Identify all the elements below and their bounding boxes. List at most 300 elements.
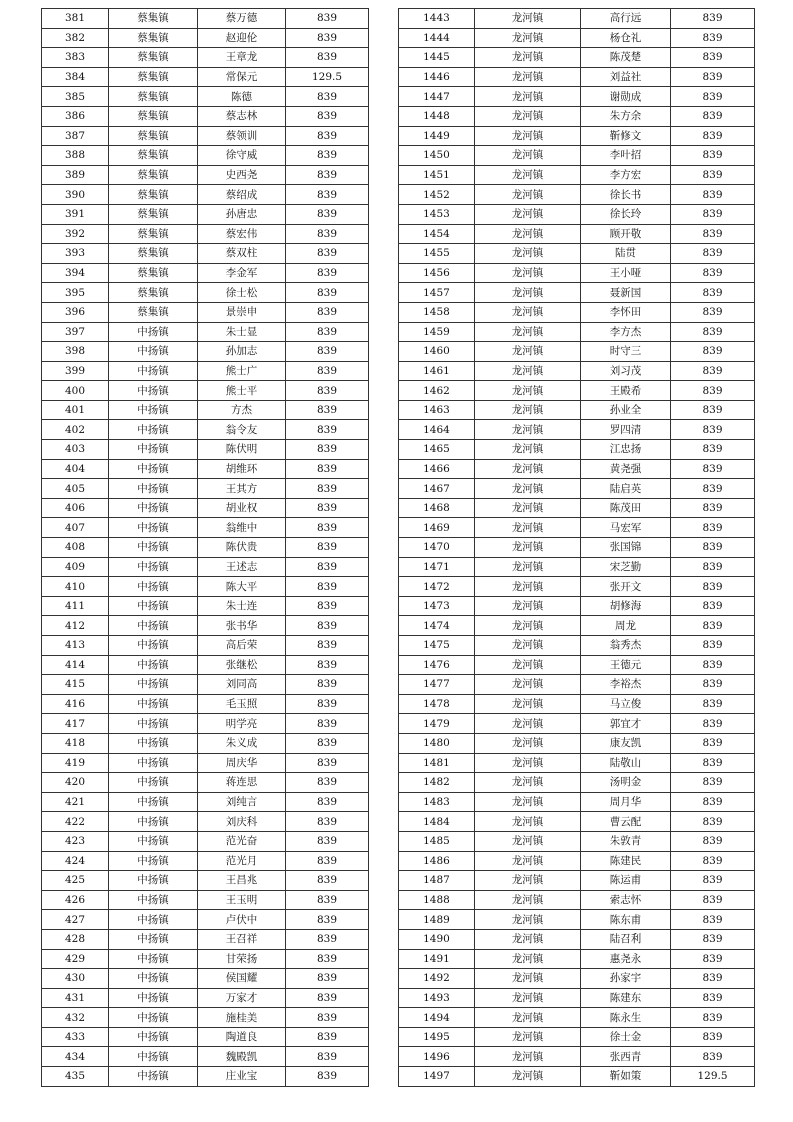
cell-index: 1471 — [399, 557, 475, 577]
cell-index: 1497 — [399, 1067, 475, 1087]
table-row — [42, 851, 369, 871]
cell-name: 王殿希 — [581, 381, 671, 401]
cell-index: 1459 — [399, 322, 475, 342]
cell-amount: 839 — [671, 479, 755, 499]
cell-amount: 839 — [286, 204, 369, 224]
cell-town: 龙河镇 — [475, 28, 581, 48]
cell-name: 蔡宏伟 — [198, 224, 286, 244]
table-row — [399, 812, 755, 832]
cell-index: 1478 — [399, 694, 475, 714]
cell-amount: 839 — [671, 753, 755, 773]
cell-name: 陈茂田 — [581, 498, 671, 518]
cell-name: 蔡绍成 — [198, 185, 286, 205]
cell-index: 391 — [42, 204, 109, 224]
cell-amount: 839 — [671, 146, 755, 166]
cell-town: 龙河镇 — [475, 67, 581, 87]
cell-index: 412 — [42, 616, 109, 636]
table-row — [42, 146, 369, 166]
table-row — [399, 694, 755, 714]
table-row — [42, 753, 369, 773]
cell-index: 1465 — [399, 440, 475, 460]
cell-amount: 839 — [671, 185, 755, 205]
cell-town: 中扬镇 — [109, 400, 198, 420]
cell-index: 433 — [42, 1027, 109, 1047]
cell-index: 1458 — [399, 302, 475, 322]
table-row — [399, 714, 755, 734]
table-row — [399, 126, 755, 146]
cell-name: 蔡万德 — [198, 9, 286, 29]
table-row — [42, 518, 369, 538]
cell-amount: 839 — [671, 48, 755, 68]
table-row — [399, 1027, 755, 1047]
cell-index: 419 — [42, 753, 109, 773]
cell-name: 毛玉照 — [198, 694, 286, 714]
cell-town: 龙河镇 — [475, 48, 581, 68]
cell-town: 中扬镇 — [109, 538, 198, 558]
cell-name: 周月华 — [581, 792, 671, 812]
cell-amount: 839 — [671, 322, 755, 342]
cell-name: 胡维环 — [198, 459, 286, 479]
cell-town: 龙河镇 — [475, 381, 581, 401]
table-row — [399, 361, 755, 381]
cell-name: 朱敦青 — [581, 831, 671, 851]
cell-index: 387 — [42, 126, 109, 146]
table-row — [42, 48, 369, 68]
cell-index: 1492 — [399, 969, 475, 989]
table-row — [399, 9, 755, 29]
cell-index: 1484 — [399, 812, 475, 832]
cell-name: 顾开敬 — [581, 224, 671, 244]
cell-name: 施桂美 — [198, 1008, 286, 1028]
cell-name: 张国锦 — [581, 538, 671, 558]
cell-amount: 839 — [286, 1047, 369, 1067]
cell-town: 龙河镇 — [475, 498, 581, 518]
cell-name: 索志怀 — [581, 890, 671, 910]
cell-town: 中扬镇 — [109, 498, 198, 518]
cell-amount: 839 — [671, 910, 755, 930]
cell-index: 1457 — [399, 283, 475, 303]
cell-index: 1493 — [399, 988, 475, 1008]
cell-name: 孙加志 — [198, 342, 286, 362]
cell-amount: 839 — [286, 224, 369, 244]
cell-name: 陆敬山 — [581, 753, 671, 773]
cell-amount: 839 — [286, 87, 369, 107]
cell-name: 蔡双柱 — [198, 244, 286, 264]
cell-name: 马宏军 — [581, 518, 671, 538]
cell-name: 惠尧永 — [581, 949, 671, 969]
table-row — [42, 1027, 369, 1047]
cell-amount: 839 — [671, 871, 755, 891]
table-row — [42, 420, 369, 440]
cell-name: 陈大平 — [198, 577, 286, 597]
cell-index: 404 — [42, 459, 109, 479]
cell-town: 龙河镇 — [475, 87, 581, 107]
cell-name: 陈茂楚 — [581, 48, 671, 68]
cell-town: 蔡集镇 — [109, 106, 198, 126]
cell-amount: 839 — [286, 773, 369, 793]
cell-name: 宋芝勤 — [581, 557, 671, 577]
cell-amount: 839 — [671, 244, 755, 264]
cell-amount: 839 — [286, 302, 369, 322]
cell-amount: 839 — [286, 106, 369, 126]
cell-name: 范光月 — [198, 851, 286, 871]
cell-index: 1476 — [399, 655, 475, 675]
cell-town: 龙河镇 — [475, 146, 581, 166]
cell-name: 卢伏中 — [198, 910, 286, 930]
left-table — [41, 8, 369, 1087]
cell-town: 中扬镇 — [109, 714, 198, 734]
table-row — [42, 361, 369, 381]
cell-amount: 839 — [286, 263, 369, 283]
cell-index: 395 — [42, 283, 109, 303]
table-row — [399, 498, 755, 518]
cell-index: 429 — [42, 949, 109, 969]
cell-name: 史西尧 — [198, 165, 286, 185]
table-row — [42, 577, 369, 597]
cell-name: 陶道良 — [198, 1027, 286, 1047]
cell-index: 1450 — [399, 146, 475, 166]
table-row — [42, 1067, 369, 1087]
table-row — [42, 890, 369, 910]
cell-index: 1463 — [399, 400, 475, 420]
cell-name: 徐长玲 — [581, 204, 671, 224]
cell-index: 424 — [42, 851, 109, 871]
table-row — [399, 106, 755, 126]
cell-town: 龙河镇 — [475, 400, 581, 420]
cell-town: 龙河镇 — [475, 440, 581, 460]
right-table — [398, 8, 755, 1087]
cell-name: 李金军 — [198, 263, 286, 283]
cell-amount: 839 — [671, 381, 755, 401]
cell-index: 1466 — [399, 459, 475, 479]
cell-index: 394 — [42, 263, 109, 283]
cell-town: 龙河镇 — [475, 224, 581, 244]
cell-amount: 839 — [286, 871, 369, 891]
cell-town: 龙河镇 — [475, 675, 581, 695]
cell-amount: 839 — [286, 48, 369, 68]
cell-amount: 839 — [671, 773, 755, 793]
cell-amount: 839 — [286, 381, 369, 401]
cell-index: 389 — [42, 165, 109, 185]
table-row — [399, 910, 755, 930]
table-row — [42, 1008, 369, 1028]
cell-town: 中扬镇 — [109, 792, 198, 812]
cell-index: 1445 — [399, 48, 475, 68]
cell-name: 朱方余 — [581, 106, 671, 126]
cell-name: 陈建东 — [581, 988, 671, 1008]
cell-town: 中扬镇 — [109, 459, 198, 479]
cell-town: 龙河镇 — [475, 361, 581, 381]
cell-name: 李怀田 — [581, 302, 671, 322]
table-row — [399, 185, 755, 205]
cell-town: 龙河镇 — [475, 871, 581, 891]
cell-name: 陆贯 — [581, 244, 671, 264]
table-row — [42, 9, 369, 29]
cell-town: 中扬镇 — [109, 655, 198, 675]
cell-town: 蔡集镇 — [109, 165, 198, 185]
cell-index: 382 — [42, 28, 109, 48]
cell-amount: 839 — [671, 1008, 755, 1028]
cell-index: 434 — [42, 1047, 109, 1067]
cell-name: 杨仓礼 — [581, 28, 671, 48]
cell-index: 384 — [42, 67, 109, 87]
table-row — [399, 675, 755, 695]
cell-town: 蔡集镇 — [109, 224, 198, 244]
cell-name: 周庆华 — [198, 753, 286, 773]
cell-index: 392 — [42, 224, 109, 244]
cell-name: 刘纯言 — [198, 792, 286, 812]
cell-amount: 839 — [286, 459, 369, 479]
cell-amount: 839 — [286, 596, 369, 616]
table-row — [399, 557, 755, 577]
cell-amount: 839 — [671, 302, 755, 322]
cell-town: 中扬镇 — [109, 440, 198, 460]
cell-name: 时守三 — [581, 342, 671, 362]
cell-town: 龙河镇 — [475, 577, 581, 597]
cell-amount: 839 — [671, 714, 755, 734]
table-row — [399, 381, 755, 401]
cell-town: 中扬镇 — [109, 694, 198, 714]
table-row — [399, 28, 755, 48]
cell-amount: 839 — [671, 831, 755, 851]
cell-name: 徐士金 — [581, 1027, 671, 1047]
cell-name: 魏殿凯 — [198, 1047, 286, 1067]
cell-index: 1451 — [399, 165, 475, 185]
table-row — [42, 773, 369, 793]
cell-name: 陈运甫 — [581, 871, 671, 891]
cell-index: 421 — [42, 792, 109, 812]
cell-name: 张书华 — [198, 616, 286, 636]
cell-town: 龙河镇 — [475, 1047, 581, 1067]
cell-index: 401 — [42, 400, 109, 420]
cell-town: 龙河镇 — [475, 479, 581, 499]
cell-town: 龙河镇 — [475, 910, 581, 930]
cell-name: 孙业全 — [581, 400, 671, 420]
table-row — [399, 342, 755, 362]
table-row — [399, 244, 755, 264]
cell-town: 中扬镇 — [109, 596, 198, 616]
cell-name: 徐士松 — [198, 283, 286, 303]
cell-index: 1477 — [399, 675, 475, 695]
cell-town: 龙河镇 — [475, 714, 581, 734]
cell-index: 407 — [42, 518, 109, 538]
cell-town: 蔡集镇 — [109, 302, 198, 322]
cell-amount: 839 — [671, 949, 755, 969]
cell-town: 龙河镇 — [475, 322, 581, 342]
cell-index: 399 — [42, 361, 109, 381]
cell-town: 龙河镇 — [475, 812, 581, 832]
cell-name: 朱士显 — [198, 322, 286, 342]
cell-amount: 129.5 — [286, 67, 369, 87]
cell-amount: 839 — [286, 733, 369, 753]
cell-index: 1479 — [399, 714, 475, 734]
cell-index: 1486 — [399, 851, 475, 871]
cell-amount: 839 — [671, 596, 755, 616]
table-row — [42, 244, 369, 264]
table-row — [399, 929, 755, 949]
cell-amount: 839 — [286, 28, 369, 48]
cell-name: 侯国耀 — [198, 969, 286, 989]
cell-name: 李方宏 — [581, 165, 671, 185]
cell-amount: 839 — [286, 949, 369, 969]
cell-town: 中扬镇 — [109, 577, 198, 597]
cell-amount: 839 — [671, 929, 755, 949]
cell-name: 曹云配 — [581, 812, 671, 832]
cell-name: 罗四清 — [581, 420, 671, 440]
cell-town: 龙河镇 — [475, 1008, 581, 1028]
cell-amount: 839 — [286, 342, 369, 362]
cell-town: 龙河镇 — [475, 733, 581, 753]
table-row — [399, 753, 755, 773]
table-row — [399, 949, 755, 969]
cell-amount: 839 — [286, 636, 369, 656]
cell-name: 高行远 — [581, 9, 671, 29]
cell-town: 中扬镇 — [109, 361, 198, 381]
cell-town: 龙河镇 — [475, 557, 581, 577]
cell-name: 刘益社 — [581, 67, 671, 87]
table-row — [399, 440, 755, 460]
table-row — [399, 224, 755, 244]
cell-town: 龙河镇 — [475, 988, 581, 1008]
cell-index: 1446 — [399, 67, 475, 87]
cell-amount: 839 — [671, 655, 755, 675]
cell-name: 王其方 — [198, 479, 286, 499]
cell-town: 龙河镇 — [475, 831, 581, 851]
cell-town: 龙河镇 — [475, 342, 581, 362]
cell-amount: 839 — [286, 851, 369, 871]
cell-name: 陈建民 — [581, 851, 671, 871]
cell-name: 王章龙 — [198, 48, 286, 68]
cell-amount: 839 — [286, 518, 369, 538]
cell-amount: 839 — [671, 28, 755, 48]
cell-name: 郭宜才 — [581, 714, 671, 734]
cell-town: 龙河镇 — [475, 596, 581, 616]
cell-town: 中扬镇 — [109, 831, 198, 851]
cell-index: 1461 — [399, 361, 475, 381]
cell-town: 蔡集镇 — [109, 263, 198, 283]
cell-index: 1482 — [399, 773, 475, 793]
cell-amount: 839 — [671, 988, 755, 1008]
cell-town: 龙河镇 — [475, 302, 581, 322]
table-row — [42, 1047, 369, 1067]
table-row — [42, 263, 369, 283]
cell-name: 张继松 — [198, 655, 286, 675]
cell-name: 孙家宇 — [581, 969, 671, 989]
cell-index: 1488 — [399, 890, 475, 910]
cell-town: 龙河镇 — [475, 616, 581, 636]
cell-town: 龙河镇 — [475, 165, 581, 185]
cell-town: 蔡集镇 — [109, 126, 198, 146]
cell-name: 陆召利 — [581, 929, 671, 949]
cell-name: 陈永生 — [581, 1008, 671, 1028]
cell-index: 1483 — [399, 792, 475, 812]
cell-index: 388 — [42, 146, 109, 166]
table-row — [399, 1008, 755, 1028]
cell-amount: 839 — [671, 616, 755, 636]
cell-index: 1480 — [399, 733, 475, 753]
cell-town: 蔡集镇 — [109, 283, 198, 303]
cell-town: 中扬镇 — [109, 518, 198, 538]
cell-name: 胡业权 — [198, 498, 286, 518]
cell-town: 蔡集镇 — [109, 67, 198, 87]
cell-amount: 839 — [671, 204, 755, 224]
table-row — [399, 1047, 755, 1067]
cell-amount: 839 — [671, 9, 755, 29]
table-row — [42, 557, 369, 577]
table-row — [399, 165, 755, 185]
cell-index: 415 — [42, 675, 109, 695]
cell-index: 432 — [42, 1008, 109, 1028]
cell-town: 龙河镇 — [475, 969, 581, 989]
cell-index: 1469 — [399, 518, 475, 538]
cell-amount: 839 — [286, 244, 369, 264]
cell-amount: 839 — [286, 694, 369, 714]
cell-name: 蔡志林 — [198, 106, 286, 126]
cell-name: 陈伏明 — [198, 440, 286, 460]
cell-town: 中扬镇 — [109, 322, 198, 342]
cell-amount: 839 — [286, 753, 369, 773]
cell-amount: 839 — [286, 890, 369, 910]
cell-town: 龙河镇 — [475, 753, 581, 773]
cell-index: 1443 — [399, 9, 475, 29]
table-row — [42, 910, 369, 930]
cell-name: 李裕杰 — [581, 675, 671, 695]
cell-amount: 839 — [286, 283, 369, 303]
cell-amount: 839 — [671, 106, 755, 126]
cell-index: 1473 — [399, 596, 475, 616]
cell-index: 1455 — [399, 244, 475, 264]
table-row — [399, 420, 755, 440]
cell-town: 龙河镇 — [475, 949, 581, 969]
cell-amount: 839 — [286, 675, 369, 695]
cell-amount: 839 — [286, 146, 369, 166]
cell-name: 蔡领训 — [198, 126, 286, 146]
table-row — [42, 655, 369, 675]
cell-town: 龙河镇 — [475, 655, 581, 675]
cell-name: 赵迎伦 — [198, 28, 286, 48]
table-row — [399, 538, 755, 558]
cell-amount: 839 — [671, 1047, 755, 1067]
cell-town: 龙河镇 — [475, 518, 581, 538]
cell-index: 385 — [42, 87, 109, 107]
table-row — [42, 498, 369, 518]
cell-town: 中扬镇 — [109, 969, 198, 989]
table-row — [399, 204, 755, 224]
cell-town: 中扬镇 — [109, 812, 198, 832]
table-row — [42, 67, 369, 87]
cell-town: 中扬镇 — [109, 733, 198, 753]
table-row — [399, 146, 755, 166]
cell-index: 393 — [42, 244, 109, 264]
table-row — [42, 87, 369, 107]
cell-amount: 129.5 — [671, 1067, 755, 1087]
cell-town: 龙河镇 — [475, 1067, 581, 1087]
table-row — [399, 459, 755, 479]
cell-index: 1485 — [399, 831, 475, 851]
cell-amount: 839 — [671, 67, 755, 87]
cell-name: 胡修海 — [581, 596, 671, 616]
cell-index: 435 — [42, 1067, 109, 1087]
cell-index: 1452 — [399, 185, 475, 205]
table-row — [42, 616, 369, 636]
table-row — [42, 675, 369, 695]
cell-index: 1464 — [399, 420, 475, 440]
cell-town: 龙河镇 — [475, 204, 581, 224]
cell-index: 1474 — [399, 616, 475, 636]
cell-town: 中扬镇 — [109, 910, 198, 930]
cell-index: 1460 — [399, 342, 475, 362]
cell-name: 张西青 — [581, 1047, 671, 1067]
